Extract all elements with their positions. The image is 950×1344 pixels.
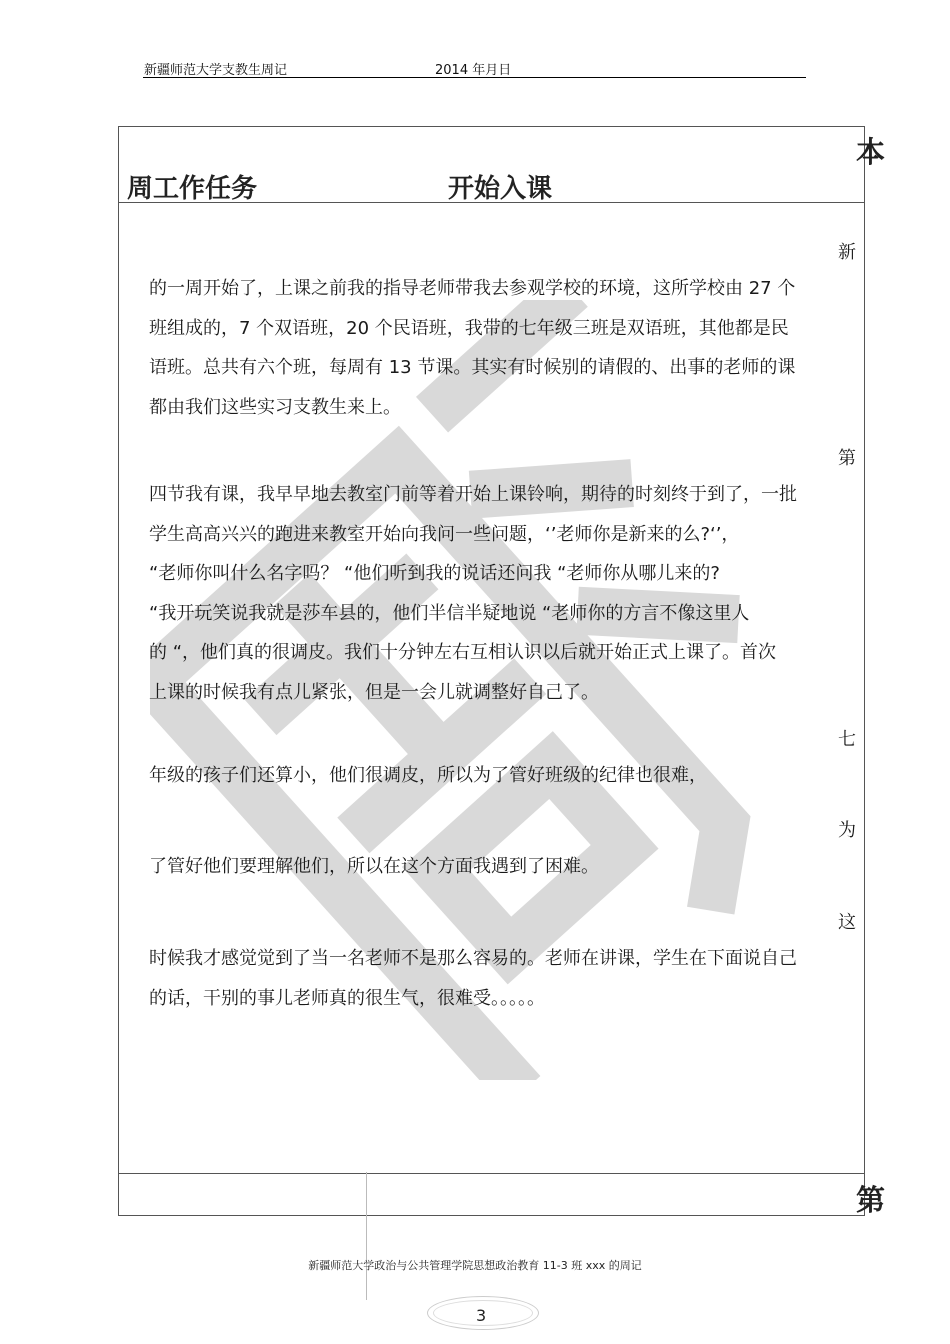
paragraph-line: 的话，干别的事儿老师真的很生气，很难受。。。。。 [149, 987, 545, 1009]
paragraph-lead-char: 这 [838, 912, 856, 933]
paragraph-line: 的一周开始了，上课之前我的指导老师带我去参观学校的环境，这所学校由 27 个 [149, 278, 796, 299]
task-title: 开始入课 [448, 174, 553, 204]
paragraph-lead-char: 为 [838, 820, 856, 841]
paragraph-line: 都由我们这些实习支教生来上。 [149, 396, 401, 418]
page-header [143, 56, 806, 78]
paragraph-line: 语班。总共有六个班，每周有 13 节课。其实有时候别的请假的、出事的老师的课 [149, 357, 796, 378]
corner-char-bottom: 第 [856, 1183, 886, 1217]
table-divider-bottom [119, 1173, 864, 1174]
paragraph-line: 学生高高兴兴的跑进来教室开始向我问一些问题，‘’老师你是新来的么?‘’， [149, 523, 740, 545]
table-divider-vertical [366, 1172, 367, 1300]
paragraph-lead-char: 七 [838, 729, 856, 750]
header-date: 2014 年月日 [435, 63, 512, 78]
paragraph-line: 时候我才感觉觉到了当一名老师不是那么容易的。老师在讲课，学生在下面说自己 [149, 948, 797, 969]
paragraph-line: 上课的时候我有点儿紧张，但是一会儿就调整好自己了。 [149, 681, 599, 703]
paragraph-line: “我开玩笑说我就是莎车县的，他们半信半疑地说 “老师你的方言不像这里人 [149, 602, 750, 624]
paragraph-line: “老师你叫什么名字吗？ “他们听到我的说话还问我 “老师你从哪儿来的? [149, 563, 720, 584]
paragraph-lead-char: 新 [838, 242, 856, 263]
paragraph-line: 了管好他们要理解他们，所以在这个方面我遇到了困难。 [149, 856, 599, 877]
page-number: 3 [476, 1306, 487, 1325]
paragraph-lead-char: 第 [838, 448, 856, 469]
paragraph-line: 年级的孩子们还算小，他们很调皮，所以为了管好班级的纪律也很难， [149, 765, 707, 786]
paragraph-line: 班组成的，7 个双语班，20 个民语班，我带的七年级三班是双语班，其他都是民 [149, 317, 789, 339]
corner-char-top: 本 [856, 135, 886, 169]
paragraph-line: 的 “，他们真的很调皮。我们十分钟左右互相认识以后就开始正式上课了。首次 [149, 642, 777, 663]
paragraph-line: 四节我有课，我早早地去教室门前等着开始上课铃响，期待的时刻终于到了，一批 [149, 484, 797, 505]
task-label: 周工作任务 [127, 174, 258, 204]
page-footer: 新疆师范大学政治与公共管理学院思想政治教育 11-3 班 xxx 的周记 [308, 1259, 642, 1272]
header-school: 新疆师范大学支教生周记 [144, 63, 288, 78]
